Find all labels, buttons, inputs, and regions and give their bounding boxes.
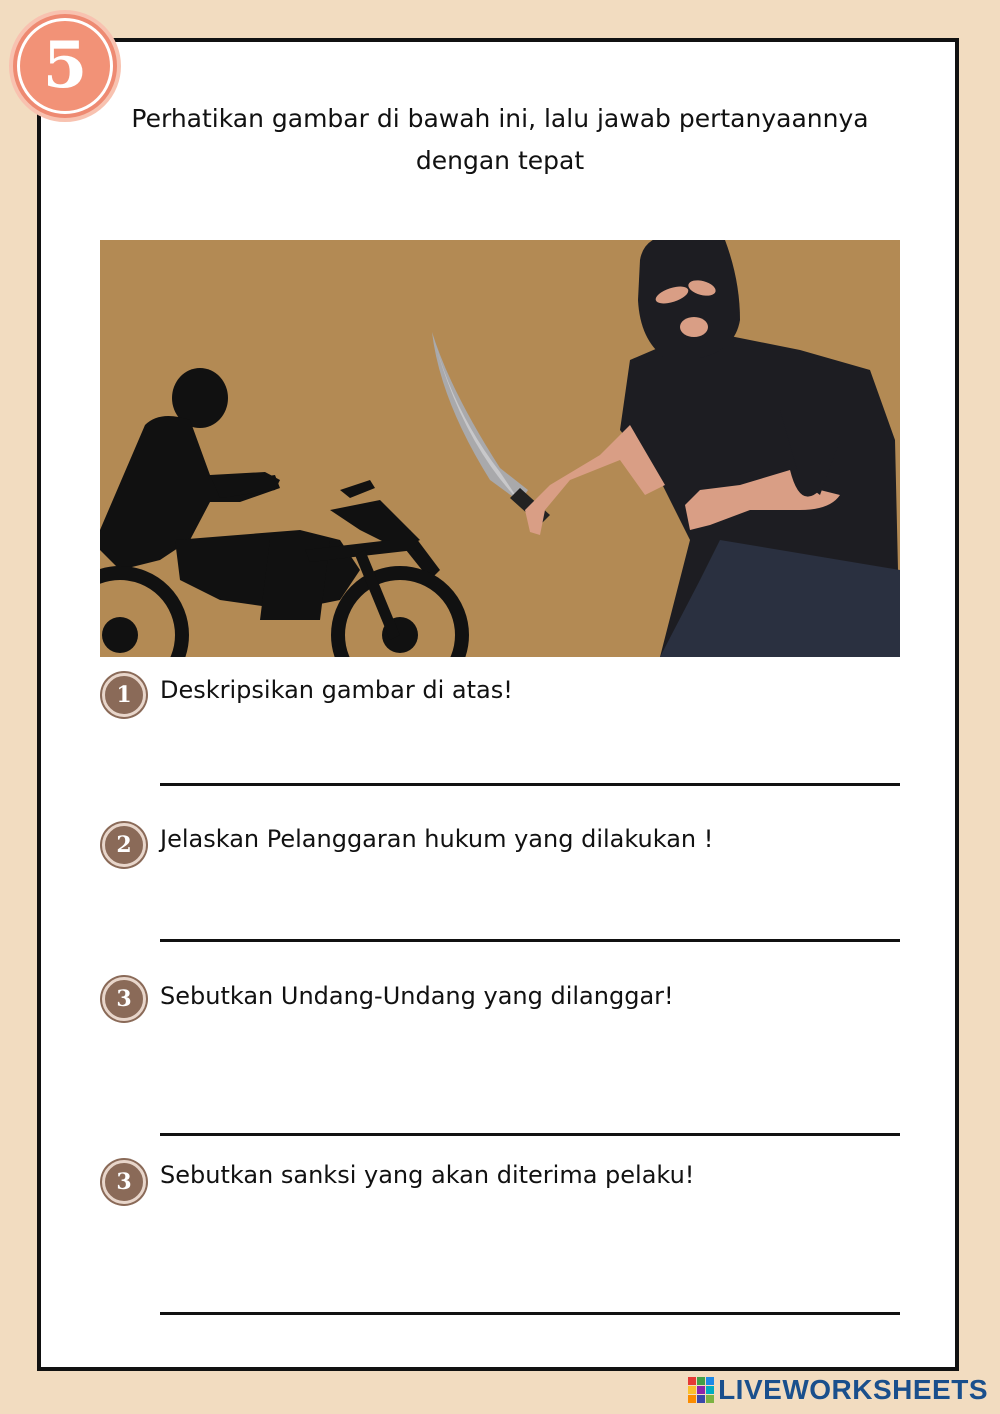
liveworksheets-footer[interactable] bbox=[688, 1374, 988, 1406]
robbery-with-knife-illustration bbox=[100, 240, 900, 657]
footer-brand: LIVEWORKSHEETS bbox=[718, 1374, 988, 1405]
answer-field-3[interactable] bbox=[160, 1133, 900, 1136]
illustration-svg bbox=[100, 240, 900, 657]
question-number-badge: 2 bbox=[102, 823, 146, 867]
question-text: Sebutkan Undang-Undang yang dilanggar! bbox=[160, 982, 674, 1010]
question-text: Sebutkan sanksi yang akan diterima pelaku! bbox=[160, 1161, 695, 1189]
question-number-badge: 3 bbox=[102, 977, 146, 1021]
page-number: 5 bbox=[17, 18, 113, 114]
question-text: Deskripsikan gambar di atas! bbox=[160, 676, 513, 704]
liveworksheets-logo-icon bbox=[688, 1377, 714, 1403]
answer-field-4[interactable] bbox=[160, 1312, 900, 1315]
question-number-badge: 1 bbox=[102, 673, 146, 717]
instruction-text: Perhatikan gambar di bawah ini, lalu jawab pertanyaannya dengan tepat bbox=[131, 104, 869, 175]
answer-field-2[interactable] bbox=[160, 939, 900, 942]
question-number-badge: 3 bbox=[102, 1160, 146, 1204]
answer-field-1[interactable] bbox=[160, 783, 900, 786]
question-text: Jelaskan Pelanggaran hukum yang dilakukan ! bbox=[160, 825, 714, 853]
